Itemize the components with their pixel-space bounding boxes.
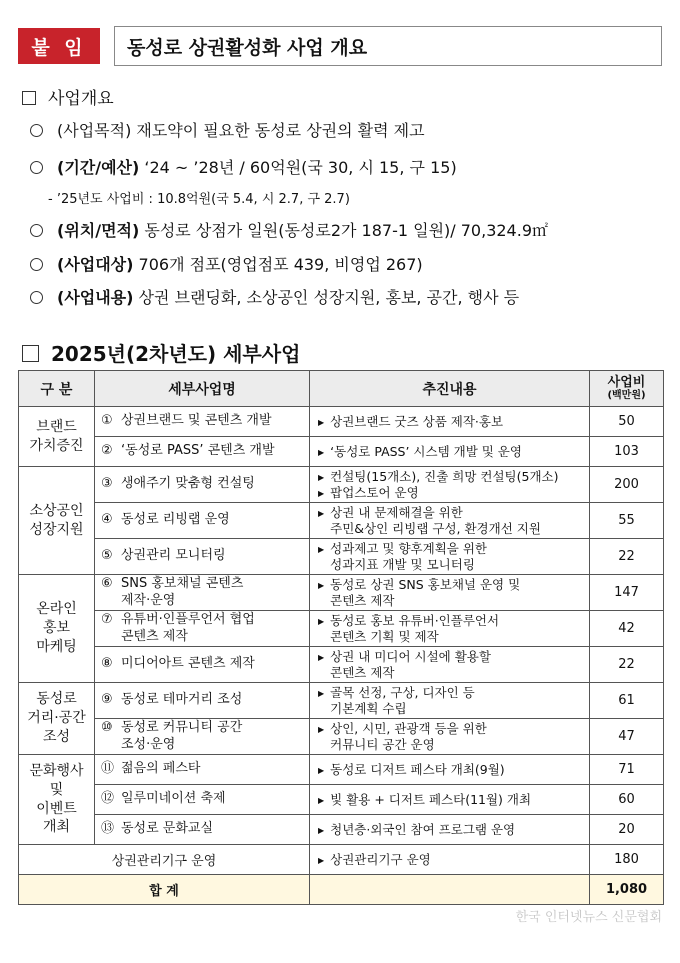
checkbox-square-icon [22, 345, 39, 362]
triangle-bullet-icon: ▶ [318, 795, 325, 805]
item-cell [95, 503, 310, 539]
action-text: 기본계획 수립 [330, 700, 407, 716]
cost-cell: 200 [590, 467, 664, 503]
item-cell [95, 647, 310, 683]
item-label: 제작·운영 [121, 592, 176, 608]
triangle-bullet-icon: ▶ [318, 855, 325, 865]
cost-cell: 22 [590, 647, 664, 683]
header-cost: 사업비 (백만원) [590, 371, 664, 407]
action-text: 성과제고 및 향후계획을 위한 [330, 540, 487, 556]
item-number: ③ [101, 476, 113, 492]
overview-content: (사업내용) 상권 브랜딩화, 소상공인 성장지원, 홍보, 공간, 행사 등 [30, 285, 519, 308]
triangle-bullet-icon: ▶ [318, 417, 325, 427]
category-label: 개최 [42, 819, 71, 836]
item-label: 미디어아트 콘텐츠 제작 [121, 656, 255, 672]
item-label: 생애주기 맞춤형 컨설팅 [121, 476, 255, 492]
item-number: ② [101, 443, 113, 459]
item-number: ⑨ [101, 692, 113, 708]
mgmt-label: 상권관리기구 운영 [19, 845, 310, 875]
action-text: 콘텐츠 제작 [330, 664, 395, 680]
item-cell [95, 755, 310, 785]
cost-cell: 22 [590, 539, 664, 575]
item-number: ⑬ [101, 821, 115, 837]
category-label: 홍보 [42, 620, 71, 637]
action-text: 동성로 디저트 페스타 개최(9월) [330, 761, 505, 777]
action-text: 상권 내 문제해결을 위한 [330, 504, 463, 520]
item-label: SNS 홍보채널 콘텐츠 [121, 576, 244, 592]
item-number: ⑦ [101, 612, 113, 628]
item-label: 동성로 커뮤니티 공간 [121, 720, 243, 736]
table-row [19, 437, 664, 467]
table-row [19, 467, 664, 503]
item-label: 일루미네이션 축제 [121, 791, 226, 807]
checkbox-square-icon [22, 91, 36, 105]
table-row [19, 719, 664, 755]
action-text: 청년층·외국인 참여 프로그램 운영 [330, 821, 516, 837]
table-header-row [19, 371, 664, 407]
item-cell [95, 611, 310, 647]
category-cell [19, 683, 95, 755]
circle-bullet-icon [30, 258, 43, 271]
triangle-bullet-icon: ▶ [318, 825, 325, 835]
category-label: 문화행사 [29, 762, 84, 779]
action-text: 골목 선정, 구상, 디자인 등 [330, 684, 475, 700]
action-cell [310, 467, 590, 503]
category-label: 조성 [42, 728, 71, 745]
table-row [19, 575, 664, 611]
category-label: 및 [49, 781, 64, 798]
cost-cell: 180 [590, 845, 664, 875]
overview-heading: 사업개요 [22, 84, 114, 109]
action-cell [310, 539, 590, 575]
cost-cell: 61 [590, 683, 664, 719]
action-cell [310, 611, 590, 647]
action-text: 빛 활용 + 디저트 페스타(11월) 개최 [330, 791, 532, 807]
item-number: ④ [101, 512, 113, 528]
action-text: 상인, 시민, 관광객 등을 위한 [330, 720, 487, 736]
header [18, 26, 662, 68]
cost-cell: 20 [590, 815, 664, 845]
item-cell [95, 467, 310, 503]
item-number: ⑥ [101, 576, 113, 592]
item-cell [95, 719, 310, 755]
overview-purpose: (사업목적) 재도약이 필요한 동성로 상권의 활력 제고 [30, 118, 425, 141]
triangle-bullet-icon: ▶ [318, 765, 325, 775]
category-label: 동성로 [36, 691, 77, 708]
item-label: 동성로 리빙랩 운영 [121, 512, 230, 528]
triangle-bullet-icon: ▶ [318, 447, 325, 457]
circle-bullet-icon [30, 161, 43, 174]
header-item: 세부사업명 [95, 371, 310, 407]
category-cell [19, 407, 95, 467]
triangle-bullet-icon: ▶ [318, 580, 325, 590]
item-cell [95, 785, 310, 815]
action-cell [310, 407, 590, 437]
overview-period: (기간/예산) ‘24 ~ ’28년 / 60억원(국 30, 시 15, 구 15) [30, 155, 457, 178]
action-text: 상권 내 미디어 시설에 활용할 [330, 648, 491, 664]
cost-cell: 60 [590, 785, 664, 815]
cost-cell: 71 [590, 755, 664, 785]
circle-bullet-icon [30, 291, 43, 304]
action-cell [310, 647, 590, 683]
item-label: 유튜버·인플루언서 협업 [121, 612, 255, 628]
category-label: 성장지원 [29, 521, 84, 538]
category-label: 이벤트 [36, 800, 77, 817]
action-text: 상권관리기구 운영 [330, 851, 431, 867]
item-cell [95, 437, 310, 467]
category-label: 브랜드 [36, 418, 77, 435]
action-text: 상권브랜드 굿즈 상품 제작·홍보 [330, 413, 504, 429]
action-text: 컨설팅(15개소), 진출 희망 컨설팅(5개소) [330, 468, 559, 484]
cost-cell: 55 [590, 503, 664, 539]
attachment-badge: 붙 임 [18, 28, 100, 64]
item-number: ⑧ [101, 656, 113, 672]
category-label: 거리·공간 [27, 710, 86, 727]
action-cell [310, 683, 590, 719]
triangle-bullet-icon: ▶ [318, 544, 325, 554]
cost-cell: 47 [590, 719, 664, 755]
table-row [19, 539, 664, 575]
item-label: 젊음의 페스타 [121, 761, 201, 777]
action-text: 동성로 상권 SNS 홍보채널 운영 및 [330, 576, 521, 592]
overview-target: (사업대상) 706개 점포(영업점포 439, 비영업 267) [30, 252, 423, 275]
page-title: 동성로 상권활성화 사업 개요 [114, 26, 662, 66]
table-row [19, 503, 664, 539]
category-label: 가치증진 [29, 437, 84, 454]
item-number: ⑤ [101, 548, 113, 564]
cost-cell: 147 [590, 575, 664, 611]
action-text: 콘텐츠 제작 [330, 592, 395, 608]
action-text: 커뮤니티 공간 운영 [330, 736, 435, 752]
action-cell [310, 719, 590, 755]
action-cell [310, 575, 590, 611]
item-number: ① [101, 413, 113, 429]
action-cell [310, 755, 590, 785]
table-row [19, 407, 664, 437]
table-row [19, 785, 664, 815]
action-text: 주민&상인 리빙랩 구성, 환경개선 지원 [330, 520, 541, 536]
table-row-mgmt [19, 845, 664, 875]
detail-projects-table [18, 370, 664, 905]
table-row [19, 611, 664, 647]
item-cell [95, 683, 310, 719]
category-label: 소상공인 [29, 502, 84, 519]
action-cell [310, 785, 590, 815]
cost-cell: 50 [590, 407, 664, 437]
item-number: ⑫ [101, 791, 115, 807]
category-cell [19, 467, 95, 575]
header-action: 추진내용 [310, 371, 590, 407]
category-label: 마케팅 [36, 638, 77, 655]
table-row [19, 683, 664, 719]
action-cell [310, 437, 590, 467]
triangle-bullet-icon: ▶ [318, 724, 325, 734]
action-cell [310, 845, 590, 875]
action-text: 콘텐츠 기획 및 제작 [330, 628, 439, 644]
table-row [19, 755, 664, 785]
item-label: 조성·운영 [121, 736, 176, 752]
cost-cell: 42 [590, 611, 664, 647]
item-cell [95, 575, 310, 611]
action-cell [310, 815, 590, 845]
circle-bullet-icon [30, 224, 43, 237]
cost-cell: 103 [590, 437, 664, 467]
item-label: 상권관리 모니터링 [121, 548, 226, 564]
table-row-total [19, 875, 664, 905]
overview-location: (위치/면적) 동성로 상점가 일원(동성로2가 187-1 일원)/ 70,324.9㎡ [30, 218, 548, 241]
table-row [19, 647, 664, 683]
detail-heading: 2025년(2차년도) 세부사업 [22, 338, 300, 367]
triangle-bullet-icon: ▶ [318, 616, 325, 626]
item-cell [95, 539, 310, 575]
header-category: 구 분 [19, 371, 95, 407]
overview-period-sub: - ’25년도 사업비 : 10.8억원(국 5.4, 시 2.7, 구 2.7) [48, 192, 350, 207]
triangle-bullet-icon: ▶ [318, 652, 325, 662]
item-label: ‘동성로 PASS’ 콘텐츠 개발 [121, 443, 275, 459]
action-text: ‘동성로 PASS’ 시스템 개발 및 운영 [330, 443, 522, 459]
watermark: 한국 인터넷뉴스 신문협회 [515, 910, 662, 925]
category-cell [19, 575, 95, 683]
triangle-bullet-icon: ▶ [318, 472, 325, 482]
item-label: 콘텐츠 제작 [121, 628, 188, 644]
action-text: 팝업스토어 운영 [330, 484, 419, 500]
item-label: 동성로 테마거리 조성 [121, 692, 243, 708]
table-row [19, 815, 664, 845]
circle-bullet-icon [30, 124, 43, 137]
item-label: 동성로 문화교실 [121, 821, 214, 837]
item-cell [95, 815, 310, 845]
action-text: 동성로 홍보 유튜버·인플루언서 [330, 612, 500, 628]
triangle-bullet-icon: ▶ [318, 488, 325, 498]
triangle-bullet-icon: ▶ [318, 508, 325, 518]
total-label: 합 계 [19, 875, 310, 905]
total-cost: 1,080 [590, 875, 664, 905]
category-cell [19, 755, 95, 845]
action-cell [310, 503, 590, 539]
category-label: 온라인 [36, 601, 77, 618]
action-text: 성과지표 개발 및 모니터링 [330, 556, 475, 572]
item-cell [95, 407, 310, 437]
item-label: 상권브랜드 및 콘텐츠 개발 [121, 413, 272, 429]
triangle-bullet-icon: ▶ [318, 688, 325, 698]
item-number: ⑩ [101, 720, 113, 736]
item-number: ⑪ [101, 761, 115, 777]
